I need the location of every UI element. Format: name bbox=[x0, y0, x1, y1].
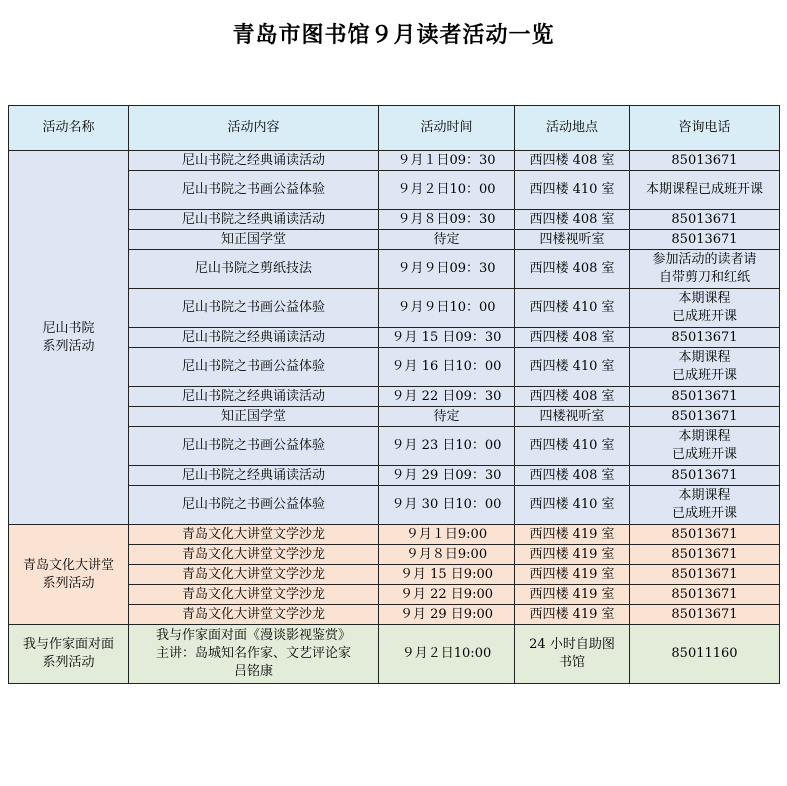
group-name-line: 系列活动 bbox=[42, 575, 95, 591]
header-contact-phone: 咨询电话 bbox=[630, 106, 780, 151]
phone-cell: 85013671 bbox=[630, 387, 780, 407]
table-header-row bbox=[9, 106, 780, 151]
time-cell: ９月１日09：30 bbox=[379, 151, 515, 171]
phone-cell: 85013671 bbox=[630, 407, 780, 427]
time-cell: ９月９日09：30 bbox=[379, 250, 515, 289]
content-cell: 青岛文化大讲堂文学沙龙 bbox=[129, 565, 379, 585]
content-cell: 尼山书院之经典诵读活动 bbox=[129, 151, 379, 171]
place-line: 24 小时自助图 bbox=[529, 637, 615, 652]
place-cell: 西四楼 410 室 bbox=[515, 486, 630, 525]
header-activity-time: 活动时间 bbox=[379, 106, 515, 151]
phone-cell bbox=[630, 486, 780, 525]
content-cell: 知正国学堂 bbox=[129, 407, 379, 427]
content-cell: 青岛文化大讲堂文学沙龙 bbox=[129, 605, 379, 625]
content-line: 主讲：岛城知名作家、文艺评论家 bbox=[155, 646, 351, 661]
activity-table bbox=[8, 105, 780, 684]
place-cell: 西四楼 410 室 bbox=[515, 289, 630, 328]
phone-note-line: 自带剪刀和红纸 bbox=[658, 270, 750, 285]
place-cell: 西四楼 419 室 bbox=[515, 565, 630, 585]
content-cell: 尼山书院之经典诵读活动 bbox=[129, 210, 379, 230]
content-cell: 青岛文化大讲堂文学沙龙 bbox=[129, 545, 379, 565]
time-cell: ９月 23 日10：00 bbox=[379, 427, 515, 466]
time-cell: ９月２日10：00 bbox=[379, 171, 515, 210]
group-name-line: 青岛文化大讲堂 bbox=[22, 557, 114, 573]
group-name-line: 我与作家面对面 bbox=[22, 637, 114, 652]
phone-cell: 85013671 bbox=[630, 210, 780, 230]
phone-cell bbox=[630, 348, 780, 387]
phone-note-line: 参加活动的读者请 bbox=[652, 252, 757, 267]
time-cell: 待定 bbox=[379, 230, 515, 250]
phone-note-line: 本期课程 bbox=[678, 429, 731, 444]
content-cell: 尼山书院之经典诵读活动 bbox=[129, 387, 379, 407]
place-cell: 四楼视听室 bbox=[515, 230, 630, 250]
phone-note-line: 本期课程 bbox=[678, 291, 731, 306]
page-title: 青岛市图书馆９月读者活动一览 bbox=[232, 22, 555, 48]
place-cell: 西四楼 410 室 bbox=[515, 427, 630, 466]
place-cell: 西四楼 408 室 bbox=[515, 210, 630, 230]
place-cell: 西四楼 408 室 bbox=[515, 328, 630, 348]
phone-cell: 85013671 bbox=[630, 565, 780, 585]
phone-note-line: 本期课程 bbox=[678, 350, 731, 365]
phone-note-line: 已成班开课 bbox=[671, 368, 737, 383]
place-cell: 西四楼 419 室 bbox=[515, 525, 630, 545]
place-cell: 西四楼 408 室 bbox=[515, 466, 630, 486]
place-cell: 西四楼 419 室 bbox=[515, 545, 630, 565]
header-activity-content: 活动内容 bbox=[129, 106, 379, 151]
phone-cell: 85013671 bbox=[630, 151, 780, 171]
content-cell bbox=[129, 625, 379, 684]
place-cell: 四楼视听室 bbox=[515, 407, 630, 427]
time-cell: ９月 29 日9:00 bbox=[379, 605, 515, 625]
content-cell: 尼山书院之剪纸技法 bbox=[129, 250, 379, 289]
place-cell bbox=[515, 625, 630, 684]
group-name-cell bbox=[9, 151, 129, 525]
phone-cell: 85013671 bbox=[630, 585, 780, 605]
table-row bbox=[9, 151, 780, 171]
group-name-line: 尼山书院 bbox=[42, 320, 95, 336]
group-name-line: 系列活动 bbox=[42, 655, 95, 670]
content-cell: 尼山书院之书画公益体验 bbox=[129, 427, 379, 466]
time-cell: ９月 15 日09：30 bbox=[379, 328, 515, 348]
time-cell: ９月 22 日9:00 bbox=[379, 585, 515, 605]
time-cell: ９月 30 日10：00 bbox=[379, 486, 515, 525]
content-line: 我与作家面对面《漫谈影视鉴赏》 bbox=[155, 628, 351, 643]
place-line: 书馆 bbox=[558, 655, 585, 670]
time-cell: 待定 bbox=[379, 407, 515, 427]
time-cell: ９月２日10:00 bbox=[379, 625, 515, 684]
place-cell: 西四楼 408 室 bbox=[515, 151, 630, 171]
phone-cell: 85013671 bbox=[630, 230, 780, 250]
place-cell: 西四楼 410 室 bbox=[515, 348, 630, 387]
header-activity-place: 活动地点 bbox=[515, 106, 630, 151]
group-name-cell bbox=[9, 525, 129, 625]
phone-cell bbox=[630, 427, 780, 466]
time-cell: ９月９日10：00 bbox=[379, 289, 515, 328]
content-cell: 青岛文化大讲堂文学沙龙 bbox=[129, 525, 379, 545]
phone-cell bbox=[630, 250, 780, 289]
table-row bbox=[9, 525, 780, 545]
phone-cell: 85013671 bbox=[630, 328, 780, 348]
place-cell: 西四楼 419 室 bbox=[515, 605, 630, 625]
content-cell: 尼山书院之书画公益体验 bbox=[129, 348, 379, 387]
phone-note-line: 已成班开课 bbox=[671, 447, 737, 462]
place-cell: 西四楼 408 室 bbox=[515, 387, 630, 407]
phone-cell: 85013671 bbox=[630, 525, 780, 545]
place-cell: 西四楼 419 室 bbox=[515, 585, 630, 605]
time-cell: ９月８日9:00 bbox=[379, 545, 515, 565]
content-cell: 尼山书院之经典诵读活动 bbox=[129, 328, 379, 348]
time-cell: ９月８日09：30 bbox=[379, 210, 515, 230]
content-line: 吕铭康 bbox=[233, 664, 273, 679]
time-cell: ９月 16 日10：00 bbox=[379, 348, 515, 387]
phone-cell bbox=[630, 289, 780, 328]
place-cell: 西四楼 410 室 bbox=[515, 171, 630, 210]
time-cell: ９月１日9:00 bbox=[379, 525, 515, 545]
phone-cell: 85013671 bbox=[630, 545, 780, 565]
content-cell: 尼山书院之书画公益体验 bbox=[129, 289, 379, 328]
content-cell: 尼山书院之书画公益体验 bbox=[129, 486, 379, 525]
group-name-line: 系列活动 bbox=[42, 338, 95, 354]
content-cell: 尼山书院之书画公益体验 bbox=[129, 171, 379, 210]
time-cell: ９月 29 日09：30 bbox=[379, 466, 515, 486]
phone-cell: 本期课程已成班开课 bbox=[630, 171, 780, 210]
time-cell: ９月 22 日09：30 bbox=[379, 387, 515, 407]
content-cell: 青岛文化大讲堂文学沙龙 bbox=[129, 585, 379, 605]
phone-cell: 85011160 bbox=[630, 625, 780, 684]
time-cell: ９月 15 日9:00 bbox=[379, 565, 515, 585]
phone-cell: 85013671 bbox=[630, 466, 780, 486]
content-cell: 尼山书院之经典诵读活动 bbox=[129, 466, 379, 486]
place-cell: 西四楼 408 室 bbox=[515, 250, 630, 289]
table-row bbox=[9, 625, 780, 684]
header-activity-name: 活动名称 bbox=[9, 106, 129, 151]
phone-note-line: 已成班开课 bbox=[671, 309, 737, 324]
content-cell: 知正国学堂 bbox=[129, 230, 379, 250]
group-name-cell bbox=[9, 625, 129, 684]
phone-note-line: 本期课程 bbox=[678, 488, 731, 503]
phone-note-line: 已成班开课 bbox=[671, 506, 737, 521]
phone-cell: 85013671 bbox=[630, 605, 780, 625]
